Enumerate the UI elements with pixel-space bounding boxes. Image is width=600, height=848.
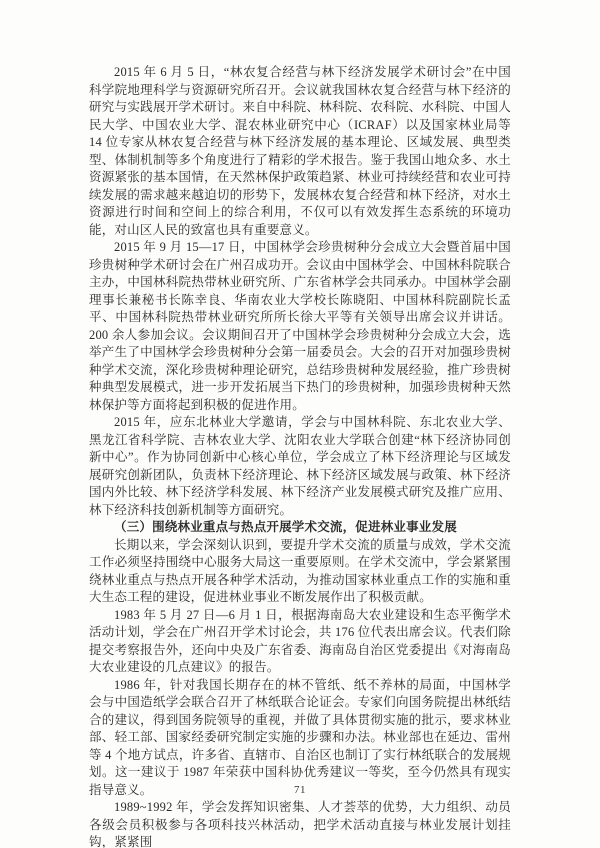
page-body (89, 64, 511, 848)
paragraph-3: 2015 年，应东北林业大学邀请，学会与中国林科院、东北农业大学、黑龙江省科学院、吉林农业大学、沈阳农业大学联合创建“林下经济协同创新中心”。作为协同创新中心核心单位，学会成立了林下经济理论与区域发展研究创新团队，负责林下经济理论、林下经济区域发展与政策、林下经济国内外比较、林下经济学科发展、林下经济产业发展模式研究及推广应用、林下经济科技创新机制等方面研究。 (89, 415, 511, 517)
paragraph-7: 1989~1992 年，学会发挥知识密集、人才荟萃的优势，大力组织、动员各级会员积极参与各项科技兴林活动，把学术活动直接与林业发展计划挂钩，紧紧围 (89, 800, 511, 848)
paragraph-4: 长期以来，学会深刻认识到，要提升学术交流的质量与成效，学术交流工作必须坚持围绕中心服务大局这一重要原则。在学术交流中，学会紧紧围绕林业重点与热点开展各种学术活动，为推动国家林业重点工作的实施和重大生态工程的建设，促进林业事业不断发展作出了积极贡献。 (89, 537, 511, 604)
section-heading: （三）围绕林业重点与热点开展学术交流，促进林业事业发展 (114, 520, 457, 534)
page-number: 71 (294, 784, 306, 796)
paragraph-6: 1986 年，针对我国长期存在的林不管纸、纸不养林的局面，中国林学会与中国造纸学会联合召开了林纸联合论证会。专家们向国务院提出林纸结合的建议，得到国务院领导的重视，并做了具体贯彻实施的批示，要求林业部、轻工部、国家经委研究制定实施的步骤和办法。林业部也在延边、雷州等 4 个地方试点，许多省、直辖市、自治区也制订了实行林纸联合的发展规划。这一建议于 1987 年荣获中国科协优秀建议一等奖，至今仍然具有现实指导意义。 (89, 677, 511, 797)
paragraph-2: 2015 年 9 月 15—17 日，中国林学会珍贵树种分会成立大会暨首届中国珍贵树种学术研讨会在广州召成功开。会议由中国林学会、中国林科院联合主办，中国林科院热带林业研究所、广东省林学会共同承办。中国林学会副理事长兼秘书长陈幸良、华南农业大学校长陈晓阳、中国林科院副院长孟平、中国林科院热带林业研究所所长徐大平等有关领导出席会议并讲话。200 余人参加会议。会议期间召开了中国林学会珍贵树种分会成立大会，选举产生了中国林学会珍贵树种分会第一届委员会。大会的召开对加强珍贵树种学术交流，深化珍贵树种理论研究，总结珍贵树种发展经验，推广珍贵树种典型发展模式，进一步开发拓展当下热门的珍贵树种，加强珍贵树种天然林保护等方面将起到积极的促进作用。 (89, 240, 511, 412)
page-footer (0, 780, 600, 798)
paragraph-5: 1983 年 5 月 27 日—6 月 1 日，根据海南岛大农业建设和生态平衡学术活动计划，学会在广州召开学术讨论会，共 176 位代表出席会议。代表们除提交考察报告外，还向中央及广东省委、海南岛自治区党委提出《对海南岛大农业建设的几点建议》的报告。 (89, 607, 511, 674)
paragraph-1: 2015 年 6 月 5 日，“林农复合经营与林下经济发展学术研讨会”在中国科学院地理科学与资源研究所召开。会议就我国林农复合经营与林下经济的研究与实践展开学术研讨。来自中科院、林科院、农科院、水科院、中国人民大学、中国农业大学、混农林业研究中心（ICRAF）以及国家林业局等 14 位专家从林农复合经营与林下经济发展的基本理论、区域发展、典型类型、体制机制等多个角度进行了精彩的学术报告。鉴于我国山地众多、水土资源紧张的基本国情，在天然林保护政策趋紧、林业可持续经营和农业可持续发展的需求越来越迫切的形势下，发展林农复合经营和林下经济，对水土资源进行时间和空间上的综合利用，不仅可以有效发挥生态系统的环境功能，对山区人民的致富也具有重要意义。 (89, 65, 511, 237)
